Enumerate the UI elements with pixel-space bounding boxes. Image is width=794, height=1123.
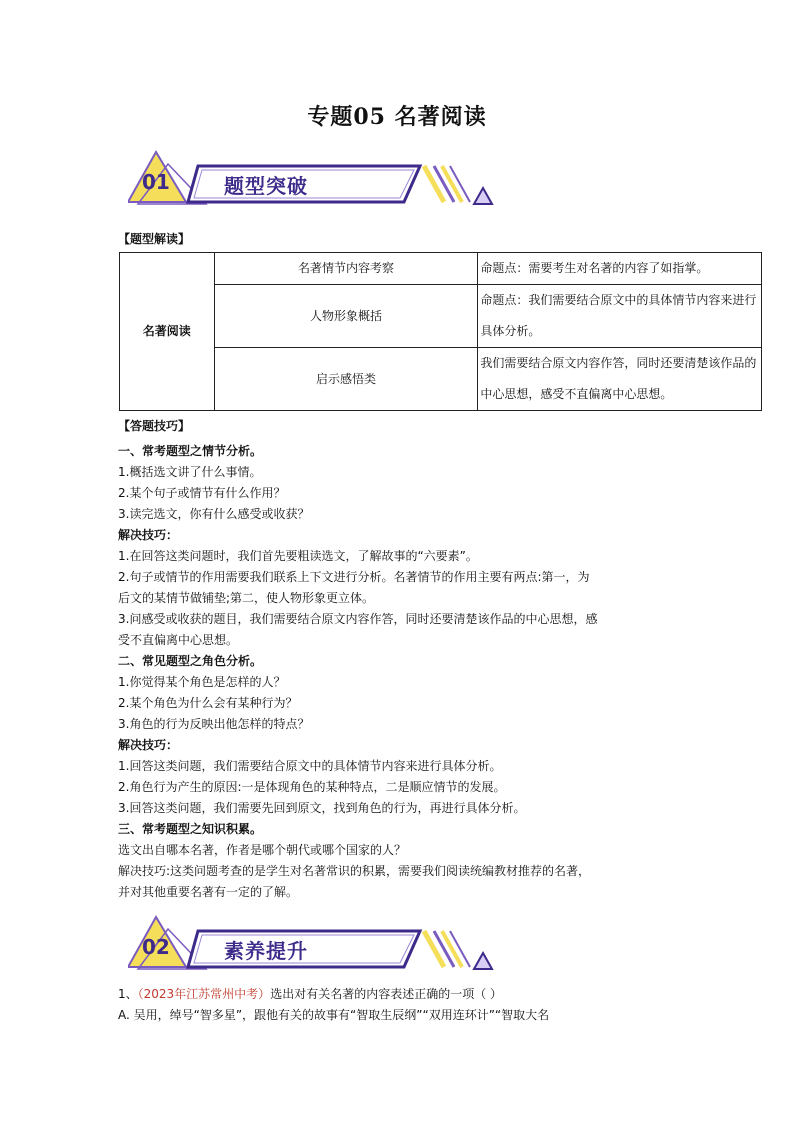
list-item: 受不直偏离中心思想。 [118,633,239,647]
question-number: 1、 [118,987,138,1001]
table-type-cell: 人物形象概括 [214,285,478,348]
question-source: （2023年江苏常州中考） [137,987,271,1001]
list-item: 选文出自哪本名著，作者是哪个朝代或哪个国家的人？ [118,843,407,857]
banner-number: 01 [142,170,170,194]
table-desc-cell: 命题点：我们需要结合原文中的具体情节内容来进行具体分析。 [478,285,762,348]
list-item: 一、常考题型之情节分析。 [118,444,263,458]
list-item: 2.角色行为产生的原因:一是体现角色的某种特点，二是顺应情节的发展。 [118,780,506,794]
table-type-cell: 启示感悟类 [214,348,478,411]
list-item: 二、常见题型之角色分析。 [118,654,263,668]
table-category-cell: 名著阅读 [120,253,215,411]
list-item: 3.读完选文，你有什么感受或收获？ [118,507,310,521]
list-item: 3.角色的行为反映出他怎样的特点？ [118,717,310,731]
list-item: 解决技巧： [118,738,179,752]
page-title: 专题05 名著阅读 [307,104,487,130]
guide-table [119,252,762,411]
list-item: 解决技巧:这类问题考查的是学生对名著常识的积累，需要我们阅读统编教材推荐的名著， [118,864,591,878]
question-stem-line [118,986,502,1002]
banner-decoration [128,150,498,212]
banner-label: 题型突破 [224,174,308,198]
list-item: 解决技巧： [118,528,179,542]
table-desc-cell: 我们需要结合原文内容作答，同时还要清楚该作品的中心思想，感受不直偏离中心思想。 [478,348,762,411]
list-item: 三、常考题型之知识积累。 [118,822,263,836]
banner-number: 02 [142,935,170,959]
list-item: 3.问感受或收获的题目，我们需要结合原文内容作答，同时还要清楚该作品的中心思想，感 [118,612,598,626]
question-option-a: A. 吴用，绰号“智多星”，跟他有关的故事有“智取生辰纲”“双用连环计”“智取大名 [118,1008,550,1022]
list-item: 1.概括选文讲了什么事情。 [118,465,262,479]
table-row [120,253,762,285]
list-item: 2.句子或情节的作用需要我们联系上下文进行分析。名著情节的作用主要有两点:第一，为 [118,570,590,584]
list-item: 2.某个角色为什么会有某种行为？ [118,696,298,710]
section-heading-skills: 【答题技巧】 [118,419,191,433]
list-item: 1.你觉得某个角色是怎样的人？ [118,675,286,689]
list-item: 并对其他重要名著有一定的了解。 [118,885,299,899]
list-item: 1.回答这类问题，我们需要结合原文中的具体情节内容来进行具体分析。 [118,759,502,773]
list-item: 2.某个句子或情节有什么作用？ [118,486,286,500]
section-banner-01 [128,150,498,212]
banner-decoration [128,915,498,977]
table-row [120,348,762,411]
list-item: 1.在回答这类问题时，我们首先要粗读选文，了解故事的“六要素”。 [118,549,478,563]
section-heading-reading: 【题型解读】 [118,232,191,246]
list-item: 3.回答这类问题，我们需要先回到原文，找到角色的行为，再进行具体分析。 [118,801,526,815]
question-stem: 选出对有关名著的内容表述正确的一项（ ） [270,987,503,1001]
list-item: 后文的某情节做铺垫;第二，使人物形象更立体。 [118,591,375,605]
banner-label: 素养提升 [224,939,308,963]
table-row [120,285,762,348]
section-banner-02 [128,915,498,977]
table-desc-cell: 命题点：需要考生对名著的内容了如指掌。 [478,253,762,285]
table-type-cell: 名著情节内容考察 [214,253,478,285]
